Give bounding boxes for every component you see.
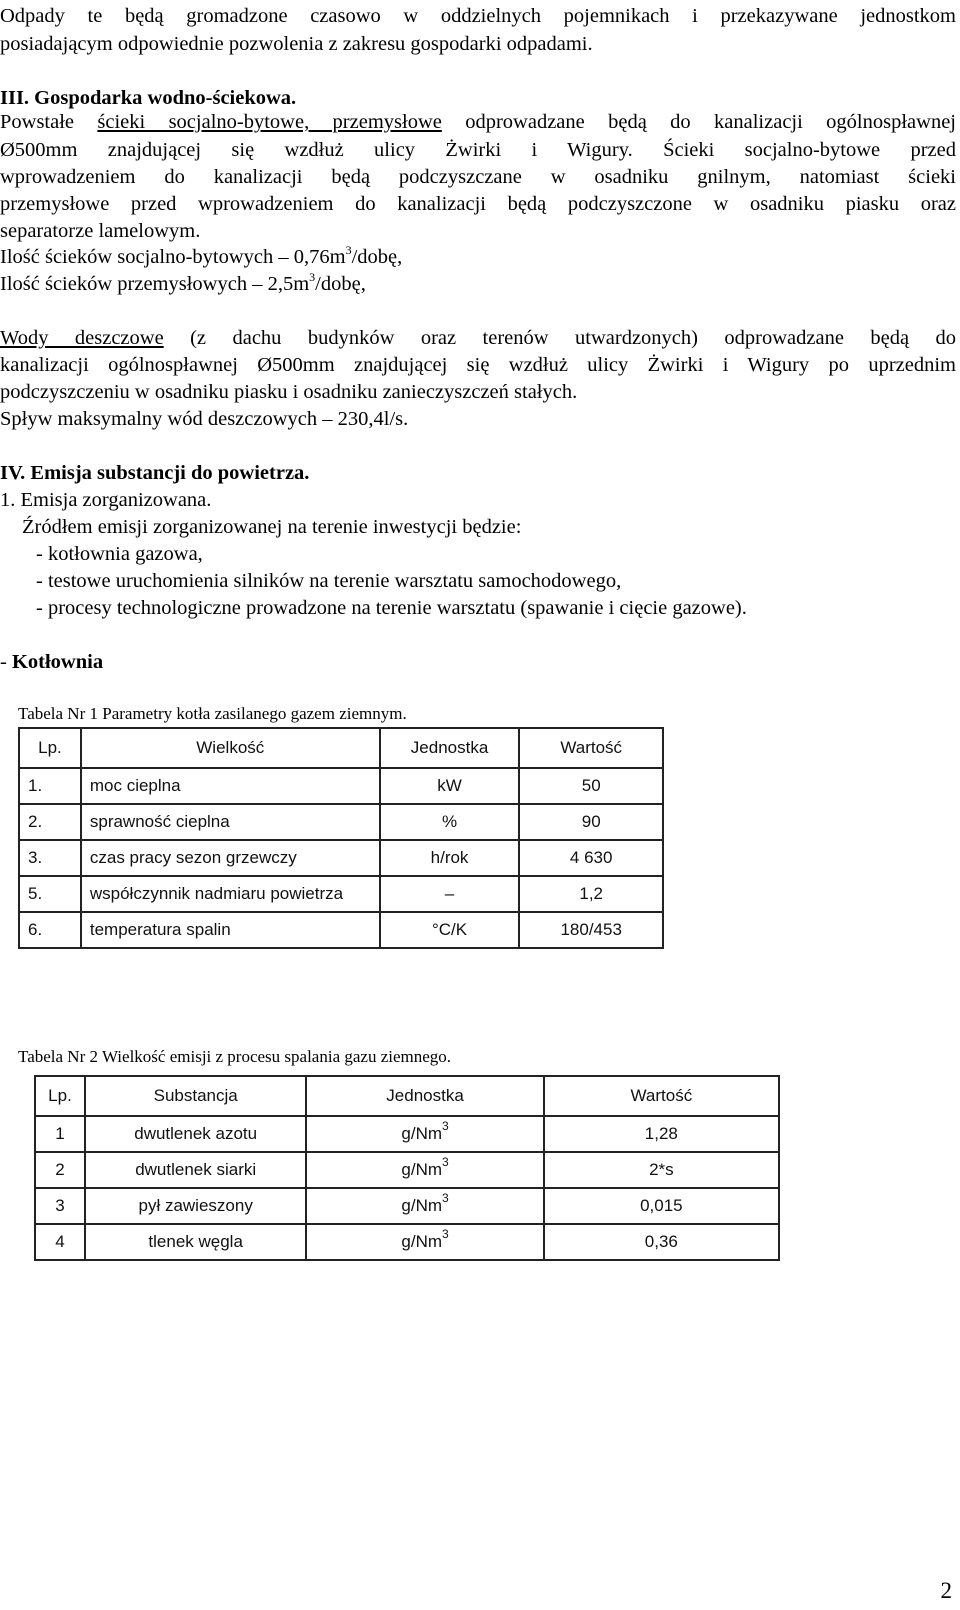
header-cell: Wartość [519, 728, 663, 768]
table-cell: 5. [19, 876, 81, 912]
table-cell: 2. [19, 804, 81, 840]
rainwater-line-1 [0, 326, 956, 350]
table-row [19, 912, 663, 948]
text: /dobę, [351, 246, 403, 268]
table-cell: 1,2 [519, 876, 663, 912]
header-cell: Wartość [544, 1076, 779, 1116]
unit-cell [306, 1224, 543, 1260]
unit-cell [306, 1152, 543, 1188]
unit: g/Nm [401, 1196, 443, 1215]
header-cell: Jednostka [380, 728, 520, 768]
table-cell: 4 630 [519, 840, 663, 876]
section-3-paragraph-line-3: wprowadzeniem do kanalizacji będą podczyszczane w osadniku gnilnym, natomiast ścieki [0, 166, 956, 188]
text: odprowadzane będą do kanalizacji ogólnospławnej [441, 111, 956, 133]
rainwater-line-3: podczyszczeniu w osadniku piasku i osadniku zanieczyszczeń stałych. [0, 381, 578, 403]
industrial-sewage-quantity [0, 272, 366, 296]
unit-cell [306, 1188, 543, 1224]
superscript: 3 [442, 1119, 449, 1133]
table-cell: 6. [19, 912, 81, 948]
section-3-heading: III. Gospodarka wodno-ściekowa. [0, 87, 297, 109]
table-cell: 2*s [544, 1152, 779, 1188]
header-cell: Wielkość [81, 728, 380, 768]
header-cell: Substancja [85, 1076, 306, 1116]
superscript: 3 [309, 270, 316, 284]
table-2-caption: Tabela Nr 2 Wielkość emisji z procesu spalania gazu ziemnego. [18, 1047, 452, 1066]
table-cell: sprawność cieplna [81, 804, 380, 840]
table-cell: h/rok [380, 840, 520, 876]
underlined-text: ścieki socjalno-bytowe, przemysłowe [97, 111, 442, 133]
underlined-text: Wody deszczowe [0, 327, 164, 349]
table-cell: 0,015 [544, 1188, 779, 1224]
unit-cell [306, 1116, 543, 1152]
header-cell: Lp. [19, 728, 81, 768]
table-cell: moc cieplna [81, 768, 380, 804]
table-cell: 2 [35, 1152, 85, 1188]
table-row [35, 1224, 779, 1260]
table-cell: pył zawieszony [85, 1188, 306, 1224]
table-header-row [35, 1076, 779, 1116]
dash: - [0, 651, 12, 673]
table-cell: 3. [19, 840, 81, 876]
table-cell: – [380, 876, 520, 912]
intro-line-1: Odpady te będą gromadzone czasowo w oddzielnych pojemnikach i przekazywane jednostkom [0, 5, 956, 27]
text: Powstałe [0, 111, 98, 133]
table-cell: 50 [519, 768, 663, 804]
source-item: - kotłownia gazowa, [36, 543, 203, 565]
table-cell: 0,36 [544, 1224, 779, 1260]
kotlownia-heading [0, 650, 103, 674]
table-cell: dwutlenek siarki [85, 1152, 306, 1188]
table-cell: 90 [519, 804, 663, 840]
table-cell: 1. [19, 768, 81, 804]
table-cell: 3 [35, 1188, 85, 1224]
section-4-heading: IV. Emisja substancji do powietrza. [0, 462, 310, 484]
table-row [35, 1152, 779, 1188]
table-cell: 180/453 [519, 912, 663, 948]
table-cell: temperatura spalin [81, 912, 380, 948]
table-row [19, 768, 663, 804]
header-cell: Jednostka [306, 1076, 543, 1116]
text: Ilość ścieków socjalno-bytowych – 0,76m [0, 246, 346, 268]
table-cell: dwutlenek azotu [85, 1116, 306, 1152]
table-cell: 1 [35, 1116, 85, 1152]
emission-table [34, 1075, 780, 1261]
unit: g/Nm [401, 1160, 443, 1179]
superscript: 3 [442, 1227, 449, 1241]
table-row [35, 1188, 779, 1224]
header-cell: Lp. [35, 1076, 85, 1116]
rainwater-line-2: kanalizacji ogólnospławnej Ø500mm znajdującej się wzdłuż ulicy Żwirki i Wigury po uprzednim [0, 354, 956, 376]
table-cell: 1,28 [544, 1116, 779, 1152]
table-row [19, 804, 663, 840]
kotlownia-label: Kotłownia [11, 651, 104, 673]
domestic-sewage-quantity [0, 245, 402, 269]
superscript: 3 [345, 243, 352, 257]
text: /dobę, [315, 273, 366, 295]
intro-line-2: posiadającym odpowiednie pozwolenia z zakresu gospodarki odpadami. [0, 33, 593, 55]
table-cell: kW [380, 768, 520, 804]
table-1-caption: Tabela Nr 1 Parametry kotła zasilanego gazem ziemnym. [18, 704, 407, 723]
table-cell: % [380, 804, 520, 840]
unit: g/Nm [401, 1124, 443, 1143]
section-3-paragraph-line-2: Ø500mm znajdującej się wzdłuż ulicy Żwirki i Wigury. Ścieki socjalno-bytowe przed [0, 139, 956, 161]
table-row [35, 1116, 779, 1152]
table-cell: współczynnik nadmiaru powietrza [81, 876, 380, 912]
source-item: - testowe uruchomienia silników na terenie warsztatu samochodowego, [36, 570, 622, 592]
table-cell: 4 [35, 1224, 85, 1260]
table-row [19, 840, 663, 876]
table-row [19, 876, 663, 912]
superscript: 3 [442, 1155, 449, 1169]
boiler-parameters-table [18, 727, 664, 949]
table-header-row [19, 728, 663, 768]
text: Ilość ścieków przemysłowych – 2,5m [0, 273, 310, 295]
section-3-paragraph-line-5: separatorze lamelowym. [0, 220, 201, 242]
table-cell: czas pracy sezon grzewczy [81, 840, 380, 876]
page-number: 2 [940, 1578, 952, 1603]
source-item: - procesy technologiczne prowadzone na terenie warsztatu (spawanie i cięcie gazowe). [36, 597, 747, 619]
section-3-paragraph-line-4: przemysłowe przed wprowadzeniem do kanalizacji będą podczyszczone w osadniku piasku oraz [0, 193, 956, 215]
table-cell: tlenek węgla [85, 1224, 306, 1260]
section-4-subheading: 1. Emisja zorganizowana. [0, 489, 212, 511]
unit: g/Nm [401, 1232, 443, 1251]
section-3-paragraph-line-1 [0, 110, 956, 134]
table-cell: °C/K [380, 912, 520, 948]
rainwater-line-4: Spływ maksymalny wód deszczowych – 230,4l/s. [0, 408, 409, 430]
sources-intro: Źródłem emisji zorganizowanej na terenie inwestycji będzie: [22, 516, 522, 538]
text: (z dachu budynków oraz terenów utwardzonych) odprowadzane będą do [163, 327, 956, 349]
superscript: 3 [442, 1191, 449, 1205]
